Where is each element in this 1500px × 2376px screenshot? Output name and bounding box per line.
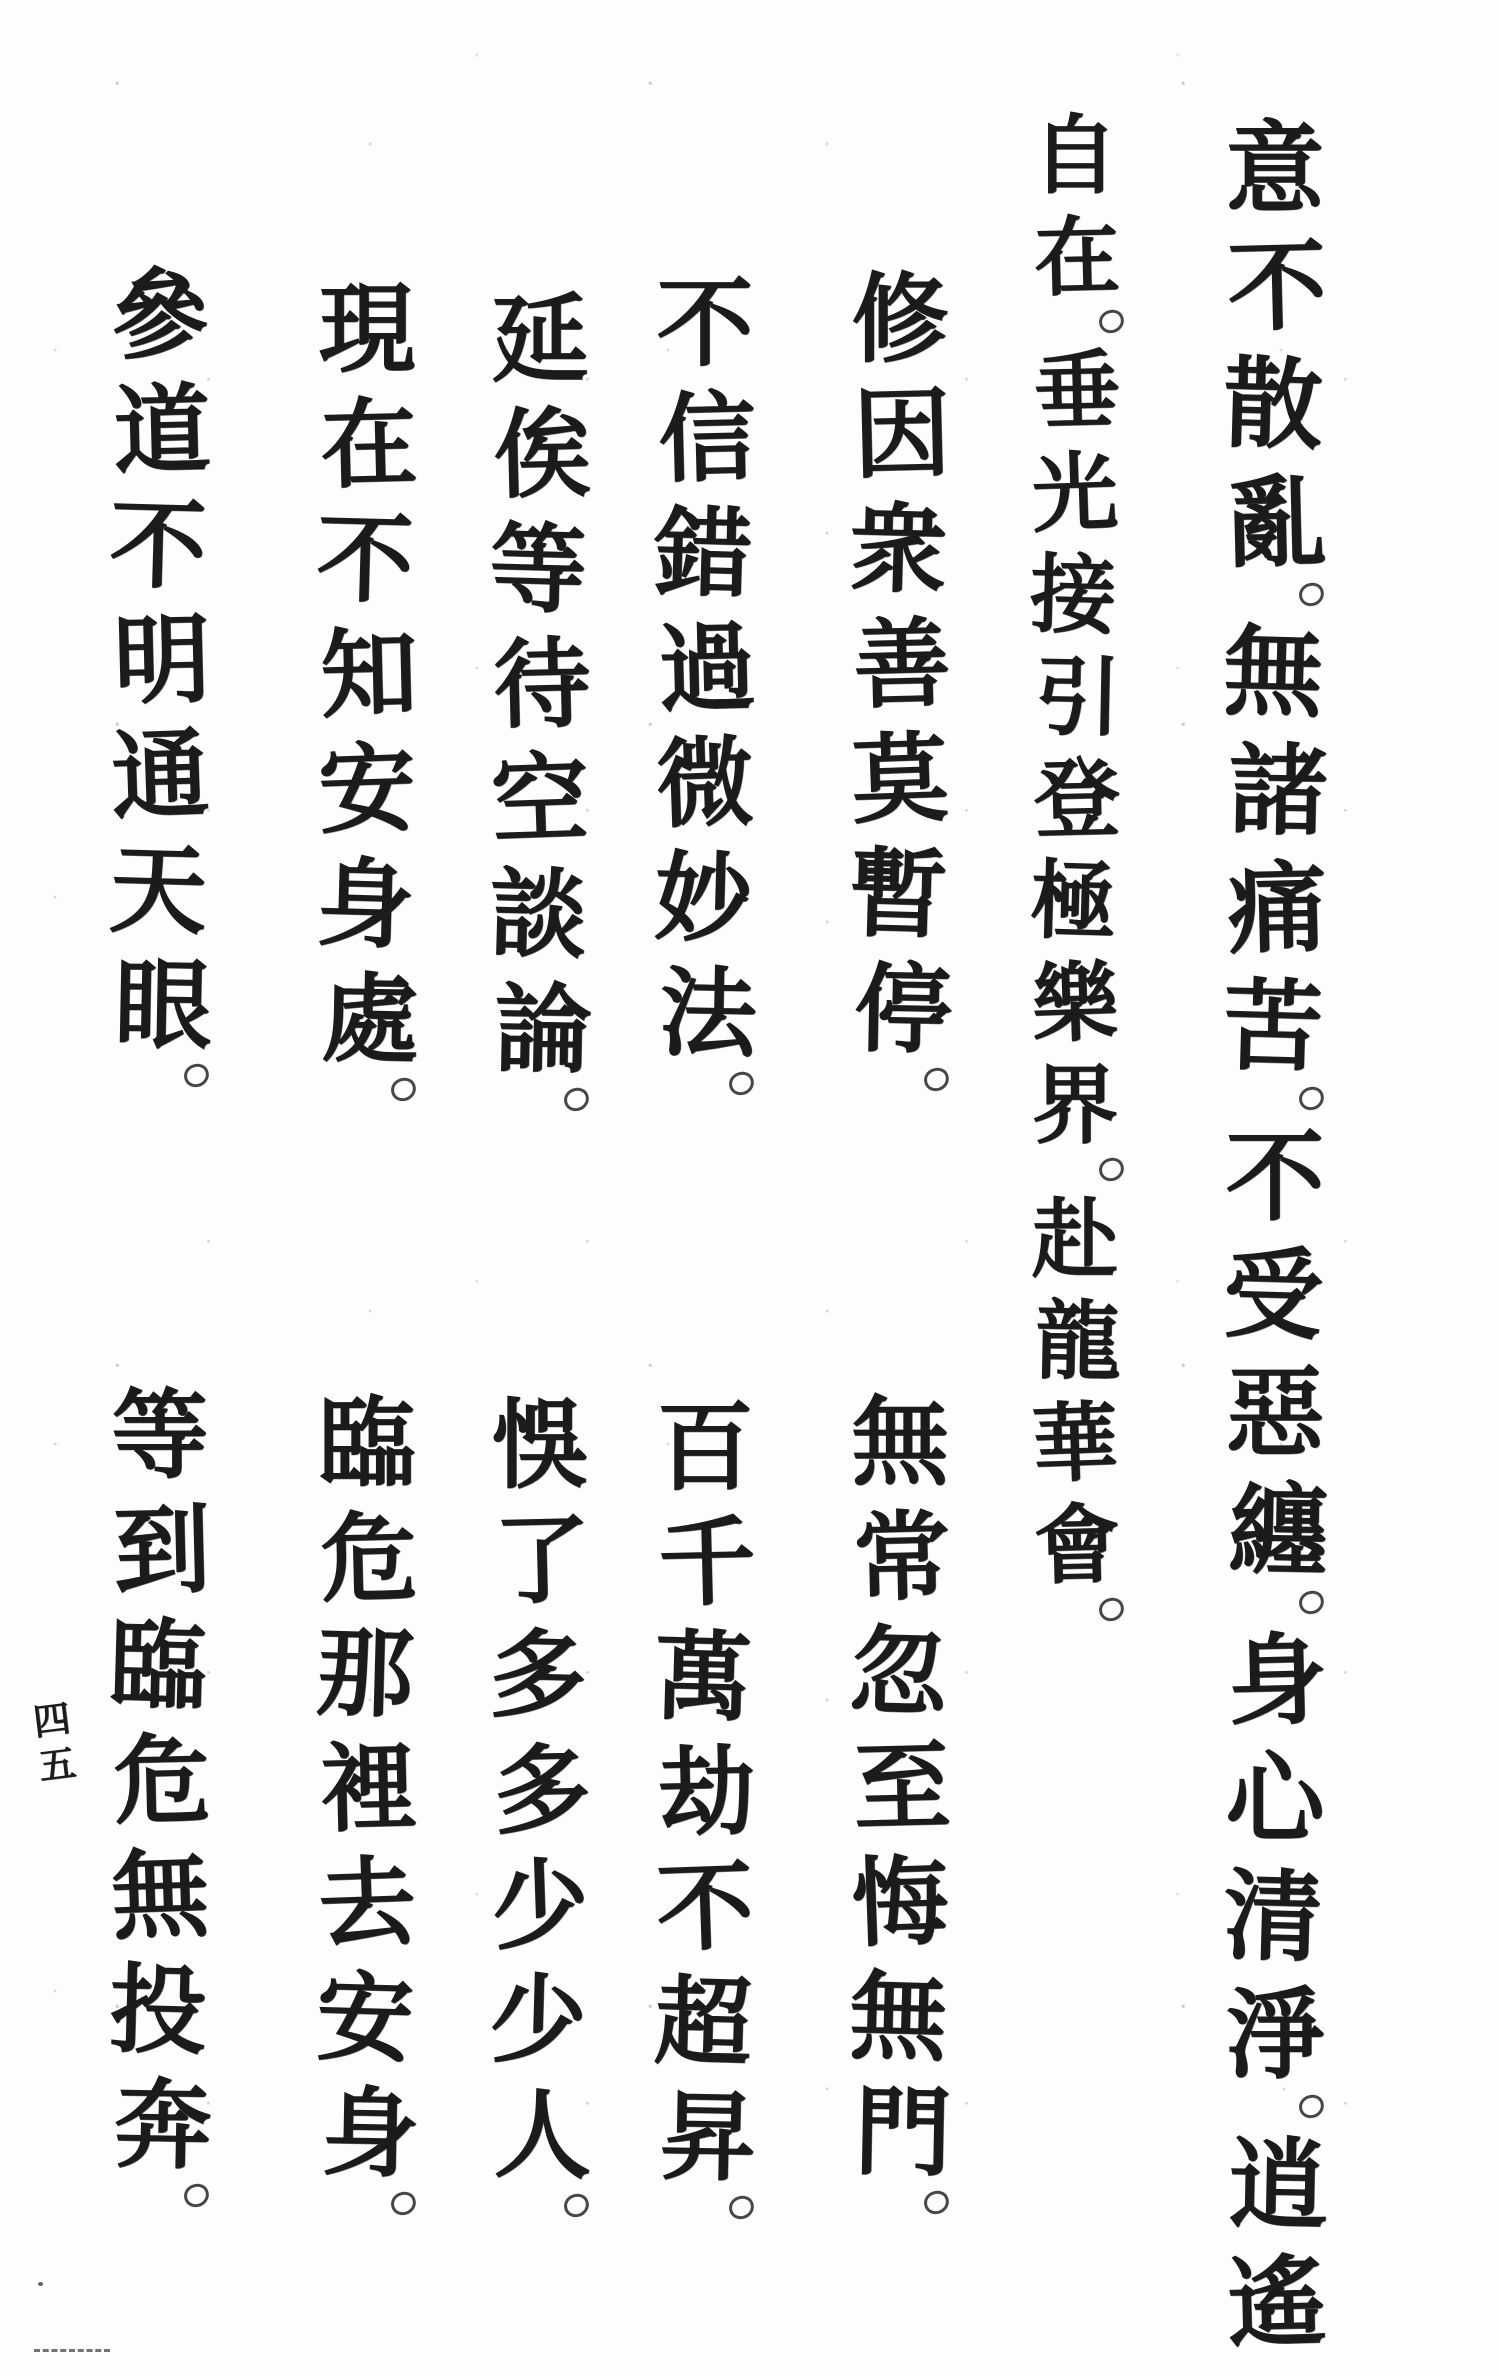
han-character: 在 xyxy=(319,385,419,503)
han-character: 悞 xyxy=(491,1388,589,1502)
han-character: 通 xyxy=(109,716,211,834)
han-character: 危 xyxy=(319,1499,419,1617)
han-character: 無 xyxy=(1221,613,1325,732)
han-character: 昇 xyxy=(658,2079,758,2195)
han-character: 到 xyxy=(112,1491,212,1609)
scan-artifact-dashes xyxy=(34,2349,110,2352)
ideographic-period xyxy=(312,2191,422,2223)
han-character: 少 xyxy=(487,1961,589,2079)
han-character: 不 xyxy=(654,1848,756,1966)
han-character: 身 xyxy=(314,845,416,963)
han-character: 萬 xyxy=(652,1618,754,1736)
han-character: 等 xyxy=(487,510,589,628)
han-character: 微 xyxy=(654,724,756,842)
text-column-3-block xyxy=(845,1385,955,2222)
han-character: 天 xyxy=(107,831,209,949)
han-character: 俟 xyxy=(492,395,592,513)
han-character: 逍 xyxy=(1227,2125,1329,2244)
ideographic-period xyxy=(845,1067,955,1099)
ideographic-period xyxy=(1020,1157,1130,1189)
han-character: 投 xyxy=(107,1951,209,2069)
ideographic-period xyxy=(485,1087,595,1119)
han-character: 論 xyxy=(493,971,593,1087)
han-character: 不 xyxy=(656,266,754,380)
han-character: 多 xyxy=(492,1731,592,1849)
han-character: 諸 xyxy=(1227,731,1329,850)
han-character: 明 xyxy=(112,601,212,719)
han-character: 劫 xyxy=(657,1733,757,1851)
han-character: 不 xyxy=(1225,1118,1325,1235)
han-character: 身 xyxy=(320,2075,420,2191)
text-column-3-block xyxy=(845,262,955,1099)
han-character: 危 xyxy=(112,1721,212,1839)
han-character: 那 xyxy=(314,1614,416,1732)
han-character: 身 xyxy=(1226,1621,1328,1740)
han-character: 忽 xyxy=(847,1613,949,1731)
han-character: 在 xyxy=(1032,205,1122,309)
han-character: 常 xyxy=(852,1498,952,1616)
han-character: 談 xyxy=(487,855,589,973)
han-character: 散 xyxy=(1221,345,1325,464)
text-column-6-block xyxy=(312,1386,422,2223)
han-character: 無 xyxy=(109,1836,211,1954)
han-character: 心 xyxy=(1225,1740,1325,1857)
han-character: 裡 xyxy=(319,1729,419,1847)
ideographic-period xyxy=(650,2195,760,2227)
han-character: 門 xyxy=(853,2074,953,2190)
han-character: 法 xyxy=(658,955,758,1071)
han-character: 了 xyxy=(492,1501,592,1619)
han-character: 不 xyxy=(107,486,209,604)
han-character: 苦 xyxy=(1221,967,1325,1086)
han-character: 延 xyxy=(491,282,589,396)
han-character: 清 xyxy=(1221,1857,1325,1976)
han-character: 信 xyxy=(657,379,757,497)
han-character: 悔 xyxy=(849,1843,951,1961)
han-character: 修 xyxy=(851,262,949,376)
han-character: 空 xyxy=(489,740,591,858)
text-column-5-block xyxy=(485,1388,595,2225)
ideographic-period xyxy=(650,1071,760,1103)
text-column-7-block xyxy=(105,1378,215,2215)
han-character: 不 xyxy=(314,500,416,618)
han-character: 極 xyxy=(1028,849,1118,954)
han-character: 多 xyxy=(487,1616,589,1734)
han-character: 知 xyxy=(319,615,419,733)
han-character: 龍 xyxy=(1034,1290,1122,1393)
han-character: 安 xyxy=(314,1959,416,2077)
han-character: 自 xyxy=(1032,105,1118,206)
page-number: 四五 xyxy=(24,1698,80,1793)
han-character: 少 xyxy=(489,1846,591,1964)
han-character: 暫 xyxy=(847,835,949,953)
han-character: 停 xyxy=(853,951,953,1067)
han-character: 惡 xyxy=(1225,1354,1325,1471)
han-character: 道 xyxy=(112,371,212,489)
han-character: 華 xyxy=(1030,1391,1120,1496)
han-character: 超 xyxy=(652,1963,754,2081)
han-character: 界 xyxy=(1032,1055,1118,1156)
ideographic-period xyxy=(1220,1590,1330,1622)
han-character: 意 xyxy=(1225,110,1325,227)
han-character: 臨 xyxy=(107,1606,209,1724)
han-character: 接 xyxy=(1028,543,1118,648)
ideographic-period xyxy=(1020,309,1130,341)
text-column-4-block xyxy=(650,266,760,1103)
han-character: 參 xyxy=(111,258,209,372)
han-character: 千 xyxy=(657,1503,757,1621)
han-character: 去 xyxy=(316,1844,418,1962)
han-character: 引 xyxy=(1034,646,1122,749)
ideographic-period xyxy=(1220,2094,1330,2126)
han-character: 安 xyxy=(316,730,418,848)
ideographic-period xyxy=(1220,582,1330,614)
han-character: 奔 xyxy=(113,2067,213,2183)
han-character: 樂 xyxy=(1030,951,1120,1056)
han-character: 眼 xyxy=(113,947,213,1063)
han-character: 善 xyxy=(852,605,952,723)
han-character: 會 xyxy=(1032,1493,1122,1597)
han-character: 纏 xyxy=(1227,1471,1329,1590)
han-character: 過 xyxy=(657,609,757,727)
scan-artifact-speck xyxy=(38,2282,43,2286)
han-character: 淨 xyxy=(1225,1976,1325,2093)
han-character: 百 xyxy=(656,1390,754,1504)
han-character: 人 xyxy=(493,2077,593,2193)
han-character: 遙 xyxy=(1226,2243,1328,2362)
text-column-1-block xyxy=(1220,110,1330,2362)
han-character: 處 xyxy=(320,961,420,1077)
han-character: 錯 xyxy=(652,494,754,612)
han-character: 無 xyxy=(847,1958,949,2076)
han-character: 登 xyxy=(1032,747,1122,851)
han-character: 痛 xyxy=(1226,849,1328,968)
han-character: 等 xyxy=(111,1378,209,1492)
text-column-6-block xyxy=(312,272,422,1109)
ideographic-period xyxy=(105,1063,215,1095)
han-character: 現 xyxy=(318,272,416,386)
han-character: 受 xyxy=(1221,1235,1325,1354)
han-character: 待 xyxy=(492,625,592,743)
han-character: 不 xyxy=(1226,227,1328,346)
han-character: 臨 xyxy=(318,1386,416,1500)
ideographic-period xyxy=(312,1077,422,1109)
text-column-7-block xyxy=(105,258,215,1095)
ideographic-period xyxy=(1020,1597,1130,1629)
han-character: 赴 xyxy=(1032,1189,1118,1290)
ideographic-period xyxy=(105,2183,215,2215)
han-character: 至 xyxy=(852,1728,952,1846)
han-character: 無 xyxy=(851,1385,949,1499)
han-character: 衆 xyxy=(847,490,949,608)
han-character: 莫 xyxy=(849,720,951,838)
text-column-5-block xyxy=(485,282,595,1119)
han-character: 因 xyxy=(852,375,952,493)
ideographic-period xyxy=(1220,1086,1330,1118)
han-character: 光 xyxy=(1030,441,1120,546)
ideographic-period xyxy=(485,2193,595,2225)
han-character: 妙 xyxy=(652,839,754,957)
ideographic-period xyxy=(845,2190,955,2222)
text-column-2-block xyxy=(1020,105,1130,1629)
han-character: 亂 xyxy=(1226,463,1328,582)
han-character: 垂 xyxy=(1032,339,1122,443)
text-column-4-block xyxy=(650,1390,760,2227)
